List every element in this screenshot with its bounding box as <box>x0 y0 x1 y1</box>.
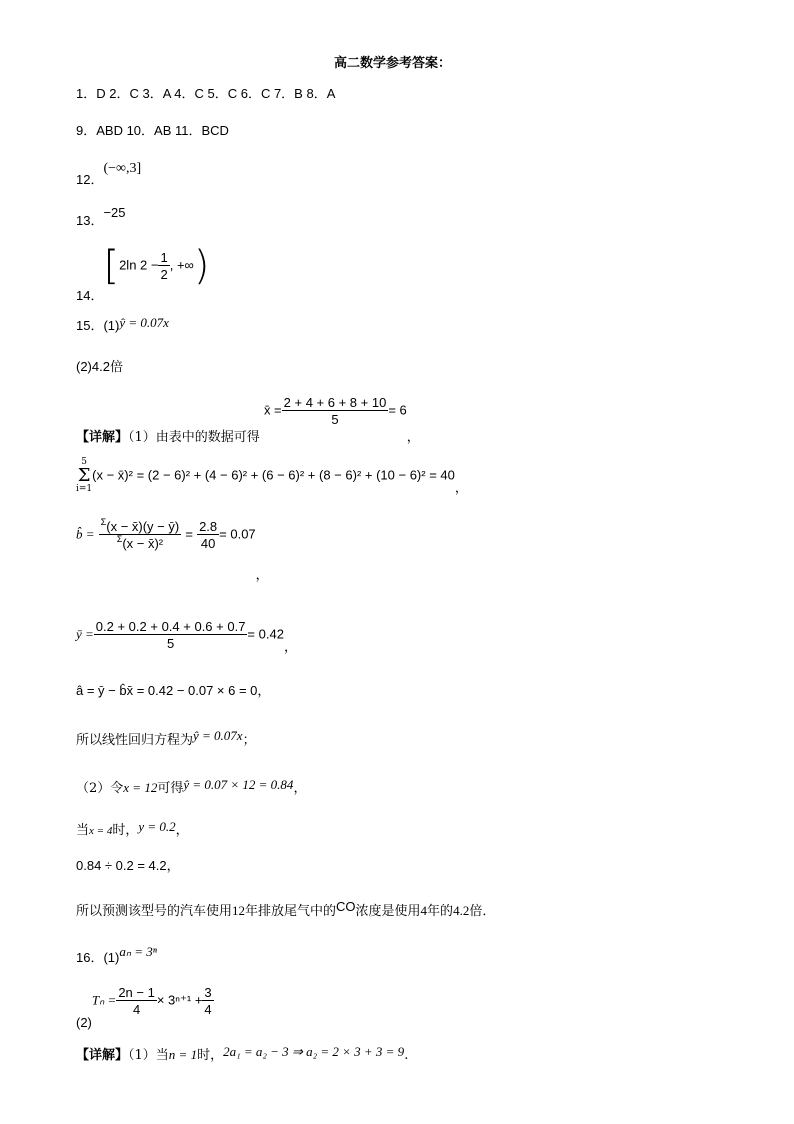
detail-15-b: b̂ = $\frac{^\Sigma(x - x̄)(y - ȳ)}{^\Sigma(x - x̄)^2}$ = $\frac{2.8}{40}$ = 0.07， <box>76 517 269 583</box>
when-a: 当 <box>76 823 90 838</box>
detail-text: （1）由表中的数据可得 <box>128 429 260 445</box>
q16-detail-text: （1）当 <box>128 1048 169 1063</box>
t-frac1-den: 4 <box>132 1002 141 1017</box>
q16-detail-end: . <box>404 1048 409 1063</box>
detail-label: 【详解】 <box>76 429 129 445</box>
b-mid-num: 2.8 <box>199 519 218 534</box>
line-end: ； <box>242 733 256 748</box>
when-b: 时， <box>112 823 139 838</box>
xbar-den: 5 <box>331 412 339 427</box>
xbar-lhs: x̄ = <box>263 402 282 418</box>
ybar-lhs: ȳ = <box>76 626 94 642</box>
t-frac2-den: 4 <box>204 1002 212 1017</box>
sum-bot: i=1 <box>76 484 93 494</box>
ybar-num: 0.2 + 0.2 + 0.4 + 0.6 + 0.7 <box>95 619 246 634</box>
page-title: 高二数学参考答案： <box>334 56 452 71</box>
q15-part1-eq: ŷ = 0.07x <box>119 315 169 330</box>
t-frac2-num: 3 <box>204 985 212 1000</box>
b-mid-den: 40 <box>200 536 216 551</box>
detail-15-line <box>76 728 256 748</box>
line-text: 所以线性回归方程为 <box>76 733 194 748</box>
line-eq: ŷ = 0.07x <box>193 728 243 743</box>
detail-15-div: 0.84 ÷ 0.2 = 4.2， <box>76 858 180 873</box>
detail-15-sum: 5 Σ i=1 (x − x̄)² = (2 − 6)² + (4 − 6)² + (6 − 6)² + (8 − 6)² + (10 − 6)² = 40， <box>76 457 468 496</box>
p2-x: x = 12 <box>123 780 158 795</box>
p2-b: 可得 <box>157 781 184 796</box>
xbar-num: 2 + 4 + 6 + 8 + 10 <box>283 395 387 410</box>
q13-answer: −25 <box>103 205 126 220</box>
concl-co: CO <box>336 899 356 914</box>
answers-9-11: 9．ABD 10．AB 11．BCD <box>76 123 229 138</box>
q14-number: 14． <box>76 287 104 303</box>
q12-answer: (−∞,3] <box>103 161 142 176</box>
t-lhs: Tₙ = <box>91 992 117 1008</box>
q14-post: , +∞ <box>169 257 194 273</box>
q14-frac-den: 2 <box>160 267 168 282</box>
answer-16-part1 <box>76 944 157 965</box>
p2-a: （2）令 <box>76 781 124 796</box>
detail-15-a: â = ȳ − b̂x̄ = 0.42 − 0.07 × 6 = 0， <box>76 683 271 699</box>
q16-part1-label: 16．(1) <box>76 950 120 965</box>
q16-detail-label: 【详解】 <box>76 1048 129 1063</box>
b-num: (x − x̄)(y − ȳ) <box>106 519 180 534</box>
q16-detail-eq: 2a₁ = a₂ − 3 ⇒ a₂ = 2 × 3 + 3 = 9 <box>223 1044 405 1059</box>
concl-4: 4 <box>420 903 428 918</box>
concl-42: 4.2 <box>453 903 470 918</box>
answer-15-part2: (2)4.2倍 <box>76 359 123 374</box>
detail-15-p2: （2）令x = 12可得ŷ = 0.07 × 12 = 0.84， <box>76 777 307 796</box>
when-x: x = 4 <box>89 825 113 837</box>
q14-frac-num: 1 <box>160 250 168 265</box>
concl-c: 浓度是使用 <box>355 904 421 919</box>
a-eq: â = ȳ − b̂x̄ = 0.42 − 0.07 × 6 = 0 <box>76 683 258 698</box>
answers-1-8: 1．D 2．C 3．A 4．C 5．C 6．C 7．B 8．A <box>76 86 336 101</box>
answer-15-part1 <box>76 315 169 333</box>
detail-16 <box>76 1044 409 1063</box>
concl-b: 年排放尾气中的 <box>245 904 337 919</box>
ybar-rhs: = 0.42 <box>247 626 284 642</box>
detail-15-conclusion <box>76 899 496 919</box>
q12-number: 12． <box>76 172 104 187</box>
comma: ， <box>406 429 420 445</box>
p2-eq: ŷ = 0.07 × 12 = 0.84 <box>183 777 294 792</box>
q16-detail-n: n = 1 <box>168 1047 198 1062</box>
q13-number: 13． <box>76 213 104 228</box>
detail-15-xbar <box>76 395 420 445</box>
concl-a: 所以预测该型号的汽车使用 <box>76 904 233 919</box>
detail-15-when: 当x = 4时，y = 0.2， <box>76 819 189 838</box>
concl-12: 12 <box>232 903 246 918</box>
answer-14: 14．[2ln 2 − $\frac{1}{2}$ , +∞) <box>76 243 210 303</box>
div-eq: 0.84 ÷ 0.2 = 4.2 <box>76 858 167 873</box>
answer-13 <box>76 205 126 228</box>
xbar-rhs: = 6 <box>388 402 407 418</box>
concl-e: 倍． <box>469 904 496 919</box>
detail-15-ybar: ȳ = $\frac{0.2 + 0.2 + 0.4 + 0.6 + 0.7}{5}$ = 0.42， <box>76 619 297 655</box>
sum-eq: (x − x̄)² = (2 − 6)² + (4 − 6)² + (6 − 6)² + (8 − 6)² + (10 − 6)² = 40 <box>92 467 455 483</box>
q16-part2-label: (2) <box>76 1014 92 1030</box>
b-rhs: = 0.07 <box>219 526 256 542</box>
t-frac1-num: 2n − 1 <box>118 985 155 1000</box>
q14-pre: 2ln 2 − <box>119 257 159 273</box>
b-den: (x − x̄)² <box>122 536 164 551</box>
concl-d: 年的 <box>427 904 454 919</box>
answer-16-part2 <box>76 985 214 1030</box>
t-mid: × 3ⁿ⁺¹ + <box>156 992 203 1008</box>
answer-12 <box>76 161 142 187</box>
b-lhs: b̂ = <box>76 526 95 542</box>
q16-detail-time: 时， <box>197 1048 224 1063</box>
sum-top: 5 <box>81 457 87 467</box>
q16-part1-eq: aₙ = 3ⁿ <box>119 944 157 959</box>
ybar-den: 5 <box>166 636 175 651</box>
q15-part1-label: 15．(1) <box>76 318 120 333</box>
when-y: y = 0.2 <box>138 819 176 834</box>
